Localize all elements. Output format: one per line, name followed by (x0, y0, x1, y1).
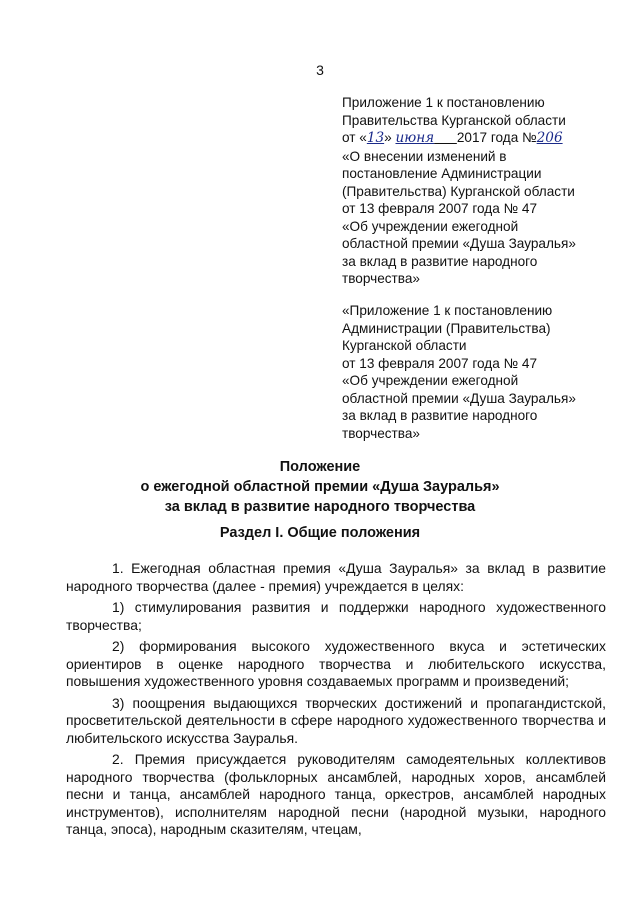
appendix-header-line: (Правительства) Курганской области (342, 183, 575, 199)
date-suffix: 2017 года № (456, 130, 537, 145)
appendix-original-line: «Приложение 1 к постановлению (342, 303, 553, 318)
appendix-original (342, 302, 627, 442)
date-prefix: от « (342, 130, 367, 145)
appendix-header-line: творчества» (342, 271, 420, 286)
handwritten-month: июня (395, 130, 435, 146)
appendix-original-line: за вклад в развитие народного (342, 408, 538, 423)
page-number: 3 (316, 62, 324, 78)
appendix-original-line: Администрации (Правительства) (342, 320, 551, 336)
handwritten-day: 13 (366, 130, 385, 146)
appendix-header-line: «Об учреждении ежегодной (342, 218, 519, 234)
paragraph: 2) формирования высокого художественного вкуса и эстетических ориентиров в оценке народного творчества и любительского искусства, повышения художественного уровня создаваемых программ и произведений; (66, 638, 606, 689)
document-title (0, 457, 640, 517)
appendix-header-line: «О внесении изменений в (342, 148, 507, 164)
appendix-original-line: Курганской области (342, 338, 467, 353)
appendix-header-line: областной премии «Душа Зауралья» (342, 236, 576, 251)
paragraph: 1) стимулирования развития и поддержки народного художественного творчества; (66, 599, 606, 633)
title-line: о ежегодной областной премии «Душа Зауралья» (140, 479, 500, 495)
document-body (66, 560, 606, 843)
title-line: за вклад в развитие народного творчества (164, 499, 476, 515)
appendix-original-line: от 13 февраля 2007 года № 47 (342, 355, 538, 371)
appendix-header-line: от 13 февраля 2007 года № 47 (342, 201, 538, 216)
date-mid: » (384, 130, 396, 145)
paragraph: 2. Премия присуждается руководителям самодеятельных коллективов народного творчества (фольклорных ансамблей, народных хоров, ансамблей песни и танца, ансамблей народного танца, оркестров, ансамблей народных инструментов), исполнителям народной песни (народной музыки, народного танца, эпоса), народным сказителям, чтецам, (66, 751, 606, 837)
appendix-original-line: областной премии «Душа Зауралья» (342, 390, 576, 406)
appendix-original-line: «Об учреждении ежегодной (342, 373, 519, 388)
appendix-header (342, 94, 627, 288)
title-line: Положение (279, 459, 361, 475)
appendix-original-line: творчества» (342, 425, 420, 441)
section-heading: Раздел I. Общие положения (219, 525, 421, 541)
paragraph: 1. Ежегодная областная премия «Душа Зауралья» за вклад в развитие народного творчества (далее - премия) учреждается в целях: (66, 560, 606, 594)
paragraph: 3) поощрения выдающихся творческих достижений и пропагандистской, просветительской деятельности в сфере народного художественного творчества и любительского искусства Зауралья. (66, 694, 606, 746)
appendix-date-line (342, 129, 627, 148)
appendix-header-line: Правительства Курганской области (342, 112, 566, 128)
handwritten-number: 206 (536, 130, 563, 146)
appendix-header-line: постановление Администрации (342, 166, 542, 181)
appendix-header-line: за вклад в развитие народного (342, 253, 538, 269)
appendix-header-line: Приложение 1 к постановлению (342, 95, 545, 110)
